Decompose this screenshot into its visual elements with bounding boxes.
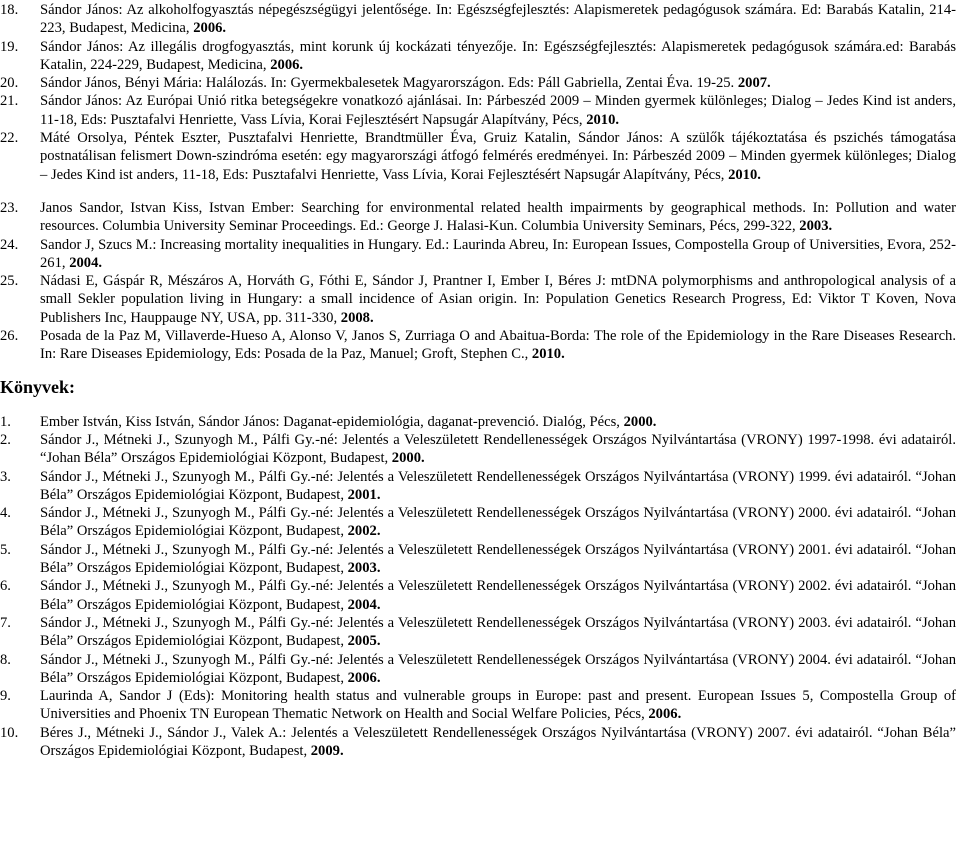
- reference-text: Sándor János, Bényi Mária: Halálozás. In: Gyermekbalesetek Magyarországon. Eds: Páll Gabriella, Zentai Éva. 19-25. 2007.: [40, 75, 771, 92]
- book-year: 2005.: [347, 633, 381, 650]
- book-year: 2006.: [648, 706, 682, 723]
- reference-text: Máté Orsolya, Péntek Eszter, Pusztafalvi Henriette, Brandtmüller Éva, Gruiz Katalin, Sándor János: A szülők tájékoztatása és pszichés támogatása postnatálisan felismert Down-szindróma esetén: egy magyarországi átfogó felmérés eredményei. In: Párbeszéd 2009 – Minden gyermek különleges; Dialog – Jedes Kind ist anders, 11-18, Eds: Pusztafalvi Henriette, Vass Lívia, Korai Fejlesztésért Napsugár Alapítvány, Pécs, 2010.: [40, 130, 956, 183]
- book-number: 7.: [0, 614, 11, 631]
- book-number: 3.: [0, 468, 11, 485]
- book-text: Sándor J., Métneki J., Szunyogh M., Pálfi Gy.-né: Jelentés a Veleszületett Rendellenességek Országos Nyilvántartása (VRONY) 2001. évi adatairól. “Johan Béla” Országos Epidemiológiai Központ, Budapest, 2003.: [40, 541, 956, 577]
- book-number: 8.: [0, 651, 11, 668]
- book-year: 2002.: [347, 523, 381, 540]
- reference-item: [0, 129, 956, 184]
- reference-item: [0, 199, 956, 236]
- book-item: [0, 468, 956, 505]
- reference-text: Janos Sandor, Istvan Kiss, Istvan Ember: Searching for environmental related health impairments by geographical methods. In: Pollution and water resources. Columbia University Seminar Proceedings. Ed.: George J. Halasi-Kun. Columbia University Seminars, Pécs, 299-322, 2003.: [40, 199, 956, 235]
- reference-year: 2006.: [193, 20, 227, 37]
- reference-year: 2006.: [270, 56, 304, 73]
- book-item: [0, 431, 956, 468]
- book-text: Sándor J., Métneki J., Szunyogh M., Pálfi Gy.-né: Jelentés a Veleszületett Rendellenességek Országos Nyilvántartása (VRONY) 1997-1998. évi adatairól. “Johan Béla” Országos Epidemiológiai Központ, Budapest, 2000.: [40, 431, 956, 467]
- book-text: Ember István, Kiss István, Sándor János: Daganat-epidemiológia, daganat-prevenció. Dialóg, Pécs, 2000.: [40, 413, 657, 430]
- reference-number: 23.: [0, 199, 19, 216]
- reference-number: 20.: [0, 75, 19, 92]
- book-year: 2001.: [347, 486, 381, 503]
- reference-number: 25.: [0, 273, 19, 290]
- book-item: [0, 651, 956, 688]
- reference-text: Sándor János: Az alkoholfogyasztás népegészségügyi jelentősége. In: Egészségfejlesztés: Alapismeretek pedagógusok számára. Ed: Barabás Katalin, 214-223, Budapest, Medicina, 2006.: [40, 2, 956, 37]
- reference-number: 22.: [0, 130, 19, 147]
- book-text: Sándor J., Métneki J., Szunyogh M., Pálfi Gy.-né: Jelentés a Veleszületett Rendellenességek Országos Nyilvántartása (VRONY) 2000. évi adatairól. “Johan Béla” Országos Epidemiológiai Központ, Budapest, 2002.: [40, 505, 956, 540]
- reference-text: Nádasi E, Gáspár R, Mészáros A, Horváth G, Fóthi E, Sándor J, Prantner I, Ember I, Béres J: mtDNA polymorphisms and anthropological analysis of a small Sekler population living in Hungary: a small incidence of Asian origin. In: Population Genetics Research Progress, Ed: Viktor T Koven, Nova Publishers Inc, Hauppauge NY, USA, pp. 311-330, 2008.: [40, 273, 956, 326]
- book-item: [0, 614, 956, 651]
- book-year: 2000.: [623, 413, 657, 430]
- reference-year: 2010.: [728, 166, 761, 183]
- book-item: [0, 413, 956, 431]
- books-list: [0, 413, 956, 761]
- reference-year: 2008.: [340, 309, 374, 326]
- book-item: [0, 577, 956, 614]
- reference-number: 24.: [0, 236, 19, 253]
- book-year: 2006.: [347, 669, 381, 686]
- book-item: [0, 687, 956, 724]
- reference-year: 2003.: [799, 218, 833, 235]
- book-item: [0, 504, 956, 541]
- reference-item: [0, 74, 956, 92]
- books-heading: Könyvek:: [0, 376, 76, 397]
- book-number: 2.: [0, 431, 11, 448]
- reference-year: 2004.: [69, 254, 103, 271]
- book-item: [0, 541, 956, 578]
- reference-number: 26.: [0, 328, 19, 345]
- reference-item: [0, 38, 956, 75]
- reference-item: [0, 272, 956, 327]
- reference-number: 19.: [0, 38, 19, 55]
- book-year: 2004.: [347, 596, 381, 613]
- book-year: 2003.: [347, 560, 381, 577]
- reference-item: [0, 1, 956, 38]
- book-number: 4.: [0, 505, 11, 522]
- reference-item: [0, 236, 956, 273]
- spacer: [0, 184, 956, 199]
- reference-year: 2010.: [531, 346, 565, 363]
- book-text: Béres J., Métneki J., Sándor J., Valek A.: Jelentés a Veleszületett Rendellenességek Országos Nyilvántartása (VRONY) 2007. évi adatairól. “Johan Béla” Országos Epidemiológiai Központ, Budapest, 2009.: [40, 724, 956, 759]
- reference-year: 2010.: [586, 111, 620, 128]
- book-year: 2000.: [391, 450, 425, 467]
- reference-item: [0, 92, 956, 129]
- book-number: 6.: [0, 578, 11, 595]
- book-number: 5.: [0, 541, 11, 558]
- reference-item: [0, 327, 956, 364]
- reference-year: 2007.: [737, 75, 771, 92]
- reference-text: Sándor János: Az illegális drogfogyasztás, mint korunk új kockázati tényezője. In: Egészségfejlesztés: Alapismeretek pedagógusok számára.ed: Barabás Katalin, 224-229, Budapest, Medicina, 2006.: [40, 38, 956, 73]
- book-text: Sándor J., Métneki J., Szunyogh M., Pálfi Gy.-né: Jelentés a Veleszületett Rendellenességek Országos Nyilvántartása (VRONY) 2004. évi adatairól. “Johan Béla” Országos Epidemiológiai Központ, Budapest, 2006.: [40, 651, 956, 686]
- book-text: Sándor J., Métneki J., Szunyogh M., Pálfi Gy.-né: Jelentés a Veleszületett Rendellenességek Országos Nyilvántartása (VRONY) 1999. évi adatairól. “Johan Béla” Országos Epidemiológiai Központ, Budapest, 2001.: [40, 468, 956, 503]
- reference-text: Sándor János: Az Európai Unió ritka betegségekre vonatkozó ajánlásai. In: Párbeszéd 2009 – Minden gyermek különleges; Dialog – Jedes Kind ist anders, 11-18, Eds: Pusztafalvi Henriette, Vass Lívia, Korai Fejlesztésért Napsugár Alapítvány, Pécs, 2010.: [40, 93, 956, 128]
- book-number: 1.: [0, 413, 11, 430]
- book-number: 10.: [0, 724, 19, 741]
- reference-text: Posada de la Paz M, Villaverde-Hueso A, Alonso V, Janos S, Zurriaga O and Abaitua-Borda: The role of the Epidemiology in the Rare Diseases Research. In: Rare Diseases Epidemiology, Eds: Posada de la Paz, Manuel; Groft, Stephen C., 2010.: [40, 328, 956, 363]
- book-year: 2009.: [310, 742, 344, 759]
- book-text: Laurinda A, Sandor J (Eds): Monitoring health status and vulnerable groups in Europe: past and present. European Issues 5, Compostella Group of Universities and Phoenix TN European Thematic Network on Health and Social Welfare Policies, Pécs, 2006.: [40, 688, 956, 723]
- book-text: Sándor J., Métneki J., Szunyogh M., Pálfi Gy.-né: Jelentés a Veleszületett Rendellenességek Országos Nyilvántartása (VRONY) 2003. évi adatairól. “Johan Béla” Országos Epidemiológiai Központ, Budapest, 2005.: [40, 614, 956, 650]
- articles-list: [0, 1, 956, 364]
- book-number: 9.: [0, 688, 11, 705]
- reference-number: 21.: [0, 93, 19, 110]
- reference-text: Sandor J, Szucs M.: Increasing mortality inequalities in Hungary. Ed.: Laurinda Abreu, In: European Issues, Compostella Group of Universities, Evora, 252-261, 2004.: [40, 236, 956, 271]
- book-item: [0, 724, 956, 761]
- reference-number: 18.: [0, 2, 19, 18]
- book-text: Sándor J., Métneki J., Szunyogh M., Pálfi Gy.-né: Jelentés a Veleszületett Rendellenességek Országos Nyilvántartása (VRONY) 2002. évi adatairól. “Johan Béla” Országos Epidemiológiai Központ, Budapest, 2004.: [40, 578, 956, 613]
